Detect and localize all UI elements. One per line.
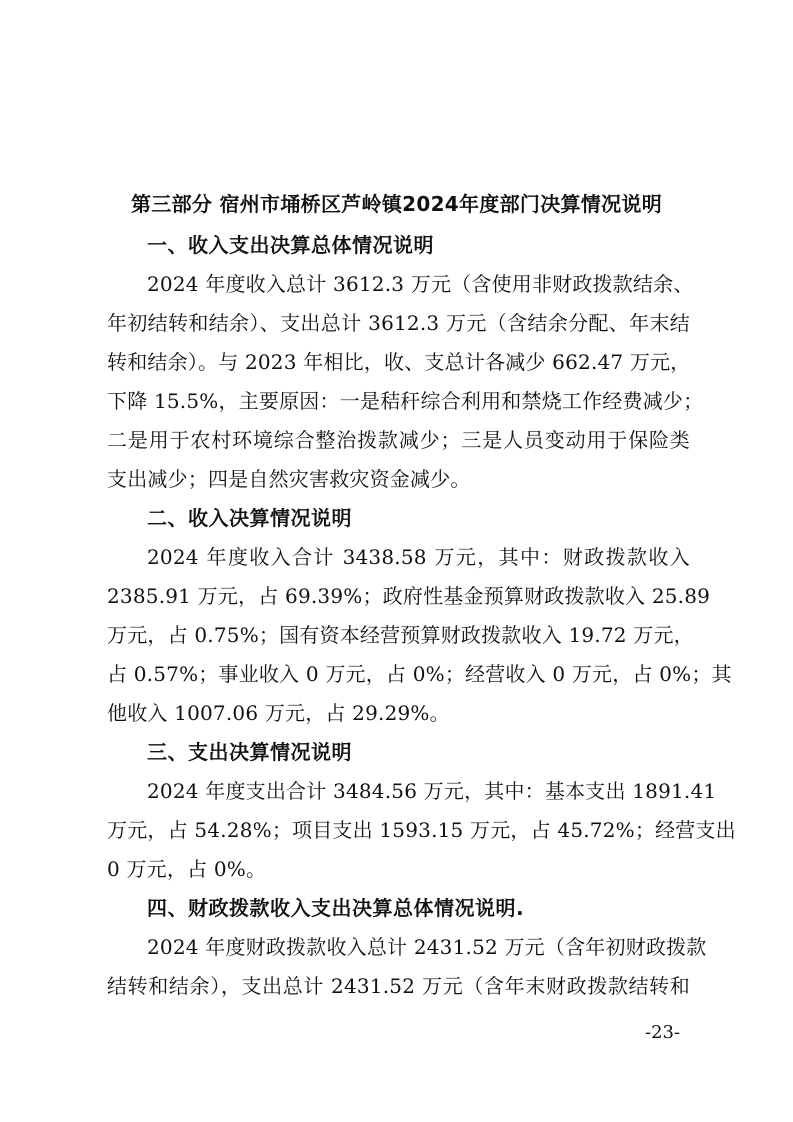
section3-line-1: 2024 年度支出合计 3484.56 万元，其中：基本支出 1891.41 bbox=[147, 779, 717, 803]
section2-heading: 二、收入决算情况说明 bbox=[147, 506, 352, 530]
section3-heading: 三、支出决算情况说明 bbox=[147, 740, 352, 764]
section4-heading: 四、财政拨款收入支出决算总体情况说明. bbox=[147, 896, 525, 920]
section1-line-2: 年初结转和结余）、支出总计 3612.3 万元（含结余分配、年末结 bbox=[107, 311, 690, 335]
section1-heading: 一、收入支出决算总体情况说明 bbox=[147, 233, 434, 257]
page-title: 第三部分 宿州市埇桥区芦岭镇2024年度部门决算情况说明 bbox=[130, 192, 663, 216]
section1-line-3: 转和结余）。与 2023 年相比，收、支总计各减少 662.47 万元， bbox=[107, 350, 691, 374]
section2-line-3: 万元，占 0.75%；国有资本经营预算财政拨款收入 19.72 万元， bbox=[107, 623, 694, 647]
section2-line-2: 2385.91 万元，占 69.39%；政府性基金预算财政拨款收入 25.89 bbox=[107, 584, 711, 608]
section1-line-4: 下降 15.5%，主要原因：一是秸秆综合利用和禁烧工作经费减少； bbox=[107, 389, 704, 413]
section3-line-2: 万元，占 54.28%；项目支出 1593.15 万元，占 45.72%；经营支出 bbox=[107, 818, 736, 842]
section1-line-6: 支出减少；四是自然灾害救灾资金减少。 bbox=[107, 467, 471, 491]
section2-line-1: 2024 年度收入合计 3438.58 万元，其中：财政拨款收入 bbox=[147, 545, 690, 569]
section4-line-2: 结转和结余），支出总计 2431.52 万元（含年末财政拨款结转和 bbox=[107, 974, 690, 998]
section1-line-1: 2024 年度收入总计 3612.3 万元（含使用非财政拨款结余、 bbox=[147, 272, 694, 296]
section4-line-1: 2024 年度财政拨款收入总计 2431.52 万元（含年初财政拨款 bbox=[147, 935, 707, 959]
page-number: -23- bbox=[645, 1022, 681, 1043]
section2-line-4: 占 0.57%；事业收入 0 万元，占 0%；经营收入 0 万元，占 0%；其 bbox=[107, 662, 732, 686]
section1-line-5: 二是用于农村环境综合整治拨款减少；三是人员变动用于保险类 bbox=[107, 428, 690, 452]
section3-line-3: 0 万元，占 0%。 bbox=[107, 857, 267, 881]
section2-line-5: 他收入 1007.06 万元，占 29.29%。 bbox=[107, 701, 450, 725]
